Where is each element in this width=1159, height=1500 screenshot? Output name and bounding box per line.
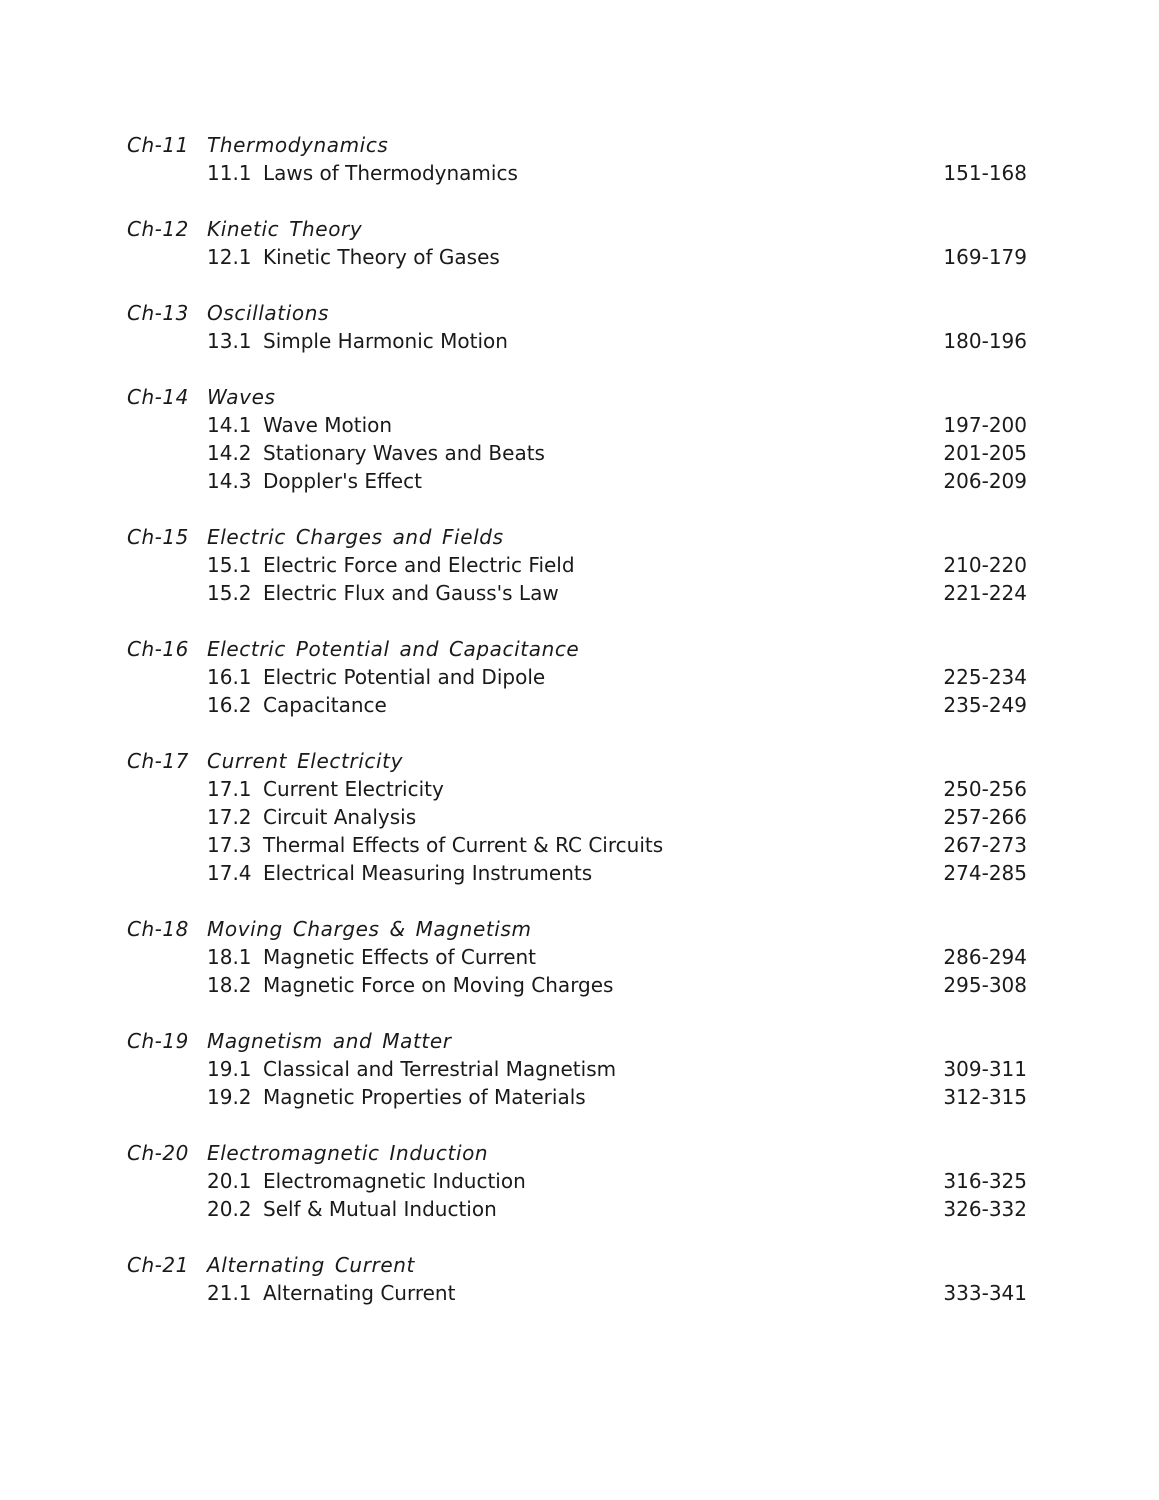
section-number: 17.4 <box>207 861 252 885</box>
section-title: Circuit Analysis <box>263 805 417 829</box>
section-title: Stationary Waves and Beats <box>263 441 545 465</box>
section-title: Magnetic Effects of Current <box>263 945 537 969</box>
section-title: Kinetic Theory of Gases <box>263 245 500 269</box>
page-range: 210-220 <box>943 553 1027 577</box>
section-entry <box>127 159 1027 187</box>
section-entry <box>127 1167 1027 1195</box>
section-title: Doppler's Effect <box>263 469 422 493</box>
section-title: Thermal Effects of Current & RC Circuits <box>263 833 664 857</box>
chapter-block <box>127 383 1027 495</box>
section-number: 17.2 <box>207 805 252 829</box>
section-title: Electrical Measuring Instruments <box>263 861 593 885</box>
chapter-label: Ch-14 <box>127 385 189 409</box>
section-number: 20.1 <box>207 1169 252 1193</box>
section-entry <box>127 579 1027 607</box>
section-entry <box>127 859 1027 887</box>
section-number: 17.1 <box>207 777 252 801</box>
page-range: 286-294 <box>943 945 1027 969</box>
section-title: Laws of Thermodynamics <box>263 161 518 185</box>
chapter-block <box>127 1027 1027 1111</box>
section-title: Magnetic Force on Moving Charges <box>263 973 614 997</box>
page-range: 201-205 <box>943 441 1027 465</box>
section-entry <box>127 831 1027 859</box>
chapter-heading <box>127 747 1027 775</box>
page-range: 326-332 <box>943 1197 1027 1221</box>
section-entry <box>127 1055 1027 1083</box>
section-entry <box>127 551 1027 579</box>
section-number: 18.2 <box>207 973 252 997</box>
section-number: 11.1 <box>207 161 252 185</box>
chapter-block <box>127 747 1027 887</box>
page-range: 267-273 <box>943 833 1027 857</box>
section-number: 17.3 <box>207 833 252 857</box>
chapter-heading <box>127 383 1027 411</box>
chapter-heading <box>127 915 1027 943</box>
section-number: 14.3 <box>207 469 252 493</box>
section-title: Magnetic Properties of Materials <box>263 1085 586 1109</box>
chapter-title: Moving Charges & Magnetism <box>207 917 532 941</box>
chapter-block <box>127 635 1027 719</box>
section-entry <box>127 943 1027 971</box>
page-range: 206-209 <box>943 469 1027 493</box>
chapter-heading <box>127 131 1027 159</box>
section-entry <box>127 663 1027 691</box>
section-title: Self & Mutual Induction <box>263 1197 497 1221</box>
chapter-heading <box>127 215 1027 243</box>
section-entry <box>127 775 1027 803</box>
chapter-label: Ch-16 <box>127 637 189 661</box>
chapter-label: Ch-12 <box>127 217 189 241</box>
section-entry <box>127 691 1027 719</box>
chapter-block <box>127 523 1027 607</box>
section-title: Electromagnetic Induction <box>263 1169 526 1193</box>
section-title: Alternating Current <box>263 1281 456 1305</box>
section-entry <box>127 243 1027 271</box>
chapter-label: Ch-17 <box>127 749 189 773</box>
page-range: 169-179 <box>943 245 1027 269</box>
page-range: 274-285 <box>943 861 1027 885</box>
chapter-label: Ch-20 <box>127 1141 189 1165</box>
chapter-heading <box>127 1251 1027 1279</box>
page-range: 312-315 <box>943 1085 1027 1109</box>
chapter-label: Ch-21 <box>127 1253 189 1277</box>
section-title: Classical and Terrestrial Magnetism <box>263 1057 617 1081</box>
section-number: 21.1 <box>207 1281 252 1305</box>
page-range: 151-168 <box>943 161 1027 185</box>
section-number: 15.1 <box>207 553 252 577</box>
section-title: Capacitance <box>263 693 387 717</box>
chapter-heading <box>127 1139 1027 1167</box>
section-entry <box>127 467 1027 495</box>
chapter-heading <box>127 299 1027 327</box>
chapter-heading <box>127 1027 1027 1055</box>
chapter-block <box>127 215 1027 271</box>
chapter-title: Magnetism and Matter <box>207 1029 452 1053</box>
chapter-block <box>127 131 1027 187</box>
section-number: 19.2 <box>207 1085 252 1109</box>
page-range: 197-200 <box>943 413 1027 437</box>
page-range: 180-196 <box>943 329 1027 353</box>
section-number: 13.1 <box>207 329 252 353</box>
chapter-label: Ch-15 <box>127 525 189 549</box>
section-number: 14.2 <box>207 441 252 465</box>
section-number: 12.1 <box>207 245 252 269</box>
section-number: 16.1 <box>207 665 252 689</box>
chapter-title: Electric Charges and Fields <box>207 525 504 549</box>
section-number: 16.2 <box>207 693 252 717</box>
chapter-block <box>127 1139 1027 1223</box>
section-number: 19.1 <box>207 1057 252 1081</box>
section-title: Wave Motion <box>263 413 393 437</box>
chapter-title: Current Electricity <box>207 749 404 773</box>
page-range: 235-249 <box>943 693 1027 717</box>
chapter-block <box>127 1251 1027 1307</box>
chapter-label: Ch-19 <box>127 1029 189 1053</box>
section-entry <box>127 439 1027 467</box>
chapter-title: Electromagnetic Induction <box>207 1141 489 1165</box>
section-entry <box>127 803 1027 831</box>
section-title: Electric Potential and Dipole <box>263 665 546 689</box>
section-number: 20.2 <box>207 1197 252 1221</box>
section-entry <box>127 971 1027 999</box>
chapter-heading <box>127 635 1027 663</box>
section-entry <box>127 327 1027 355</box>
chapter-block <box>127 915 1027 999</box>
page-range: 333-341 <box>943 1281 1027 1305</box>
section-title: Current Electricity <box>263 777 444 801</box>
section-entry <box>127 1279 1027 1307</box>
page-range: 295-308 <box>943 973 1027 997</box>
section-title: Electric Flux and Gauss's Law <box>263 581 559 605</box>
chapter-title: Waves <box>207 385 276 409</box>
section-title: Electric Force and Electric Field <box>263 553 575 577</box>
section-entry <box>127 1195 1027 1223</box>
chapter-title: Electric Potential and Capacitance <box>207 637 580 661</box>
chapter-title: Alternating Current <box>207 1253 415 1277</box>
chapter-heading <box>127 523 1027 551</box>
page-range: 225-234 <box>943 665 1027 689</box>
page-range: 257-266 <box>943 805 1027 829</box>
chapter-label: Ch-18 <box>127 917 189 941</box>
page-range: 221-224 <box>943 581 1027 605</box>
section-entry <box>127 411 1027 439</box>
section-number: 18.1 <box>207 945 252 969</box>
page-range: 250-256 <box>943 777 1027 801</box>
section-number: 15.2 <box>207 581 252 605</box>
table-of-contents <box>127 131 1027 1335</box>
chapter-title: Kinetic Theory <box>207 217 363 241</box>
page-range: 309-311 <box>943 1057 1027 1081</box>
page-range: 316-325 <box>943 1169 1027 1193</box>
section-title: Simple Harmonic Motion <box>263 329 508 353</box>
chapter-title: Oscillations <box>207 301 330 325</box>
section-entry <box>127 1083 1027 1111</box>
section-number: 14.1 <box>207 413 252 437</box>
chapter-label: Ch-11 <box>127 133 189 157</box>
chapter-label: Ch-13 <box>127 301 189 325</box>
chapter-block <box>127 299 1027 355</box>
chapter-title: Thermodynamics <box>207 133 389 157</box>
